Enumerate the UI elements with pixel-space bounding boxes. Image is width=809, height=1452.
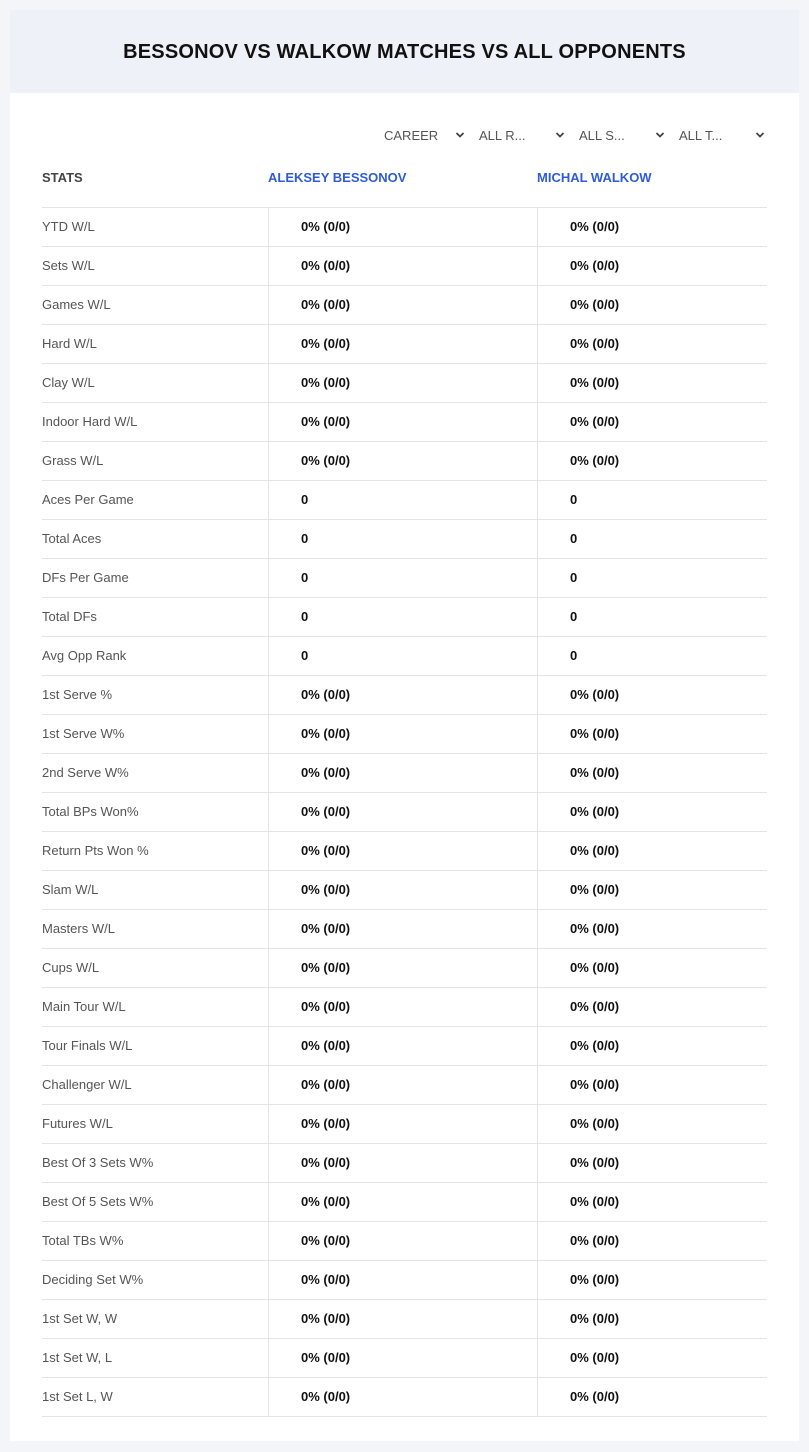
table-row: [42, 1066, 767, 1105]
player1-value: 0% (0/0): [268, 949, 537, 987]
table-row: [42, 715, 767, 754]
stat-label: Avg Opp Rank: [42, 648, 127, 663]
table-row: [42, 871, 767, 910]
stat-label: Indoor Hard W/L: [42, 414, 138, 429]
player2-value: 0% (0/0): [537, 793, 767, 831]
table-row: [42, 598, 767, 637]
table-row: [42, 442, 767, 481]
stat-label: Return Pts Won %: [42, 843, 149, 858]
player1-link[interactable]: ALEKSEY BESSONOV: [268, 170, 407, 185]
table-row: [42, 1300, 767, 1339]
player2-value: 0: [537, 637, 767, 675]
stats-table-body: [42, 208, 767, 1417]
table-row: [42, 208, 767, 247]
player1-value: 0: [268, 559, 537, 597]
stat-label: Games W/L: [42, 297, 111, 312]
table-row: [42, 481, 767, 520]
player1-value: 0: [268, 637, 537, 675]
stat-label: Grass W/L: [42, 453, 104, 468]
player1-value: 0% (0/0): [268, 988, 537, 1026]
chevron-down-icon: [755, 130, 765, 140]
stat-label: Deciding Set W%: [42, 1272, 144, 1287]
table-row: [42, 520, 767, 559]
stat-label: Cups W/L: [42, 960, 100, 975]
stat-label: Best Of 5 Sets W%: [42, 1194, 154, 1209]
table-row: [42, 364, 767, 403]
player1-value: 0% (0/0): [268, 1222, 537, 1260]
table-row: [42, 403, 767, 442]
stat-label: Total DFs: [42, 609, 97, 624]
player2-value: 0% (0/0): [537, 1261, 767, 1299]
player2-link[interactable]: MICHAL WALKOW: [537, 170, 652, 185]
stat-label: Challenger W/L: [42, 1077, 132, 1092]
stats-card: [10, 10, 799, 1441]
player1-value: 0% (0/0): [268, 910, 537, 948]
stat-label: Best Of 3 Sets W%: [42, 1155, 154, 1170]
stat-label: Main Tour W/L: [42, 999, 126, 1014]
player2-value: 0% (0/0): [537, 1144, 767, 1182]
table-row: [42, 1261, 767, 1300]
player1-value: 0% (0/0): [268, 871, 537, 909]
table-row: [42, 286, 767, 325]
player1-value: 0% (0/0): [268, 715, 537, 753]
table-row: [42, 559, 767, 598]
stat-label: 1st Serve W%: [42, 726, 125, 741]
player2-value: 0: [537, 598, 767, 636]
player2-value: 0% (0/0): [537, 1105, 767, 1143]
table-header: [42, 162, 767, 208]
player2-value: 0% (0/0): [537, 325, 767, 363]
player1-value: 0% (0/0): [268, 442, 537, 480]
chevron-down-icon: [655, 130, 665, 140]
player2-value: 0: [537, 520, 767, 558]
table-row: [42, 1027, 767, 1066]
filter-surface-select[interactable]: [579, 122, 665, 148]
player1-value: 0% (0/0): [268, 247, 537, 285]
player2-value: 0% (0/0): [537, 1378, 767, 1416]
player1-value: 0% (0/0): [268, 1339, 537, 1377]
player2-value: 0% (0/0): [537, 1027, 767, 1065]
table-row: [42, 325, 767, 364]
table-row: [42, 1339, 767, 1378]
table-row: [42, 832, 767, 871]
stat-label: Total Aces: [42, 531, 102, 546]
stat-label: Futures W/L: [42, 1116, 113, 1131]
table-row: [42, 1183, 767, 1222]
player2-value: 0% (0/0): [537, 286, 767, 324]
stat-label: 1st Set L, W: [42, 1389, 113, 1404]
player2-value: 0% (0/0): [537, 949, 767, 987]
stat-label: Total BPs Won%: [42, 804, 139, 819]
player2-value: 0% (0/0): [537, 1222, 767, 1260]
table-row: [42, 247, 767, 286]
player2-value: 0% (0/0): [537, 247, 767, 285]
filter-bar: [10, 122, 799, 148]
player1-value: 0% (0/0): [268, 1027, 537, 1065]
player2-value: 0% (0/0): [537, 910, 767, 948]
player1-value: 0% (0/0): [268, 1261, 537, 1299]
stat-label: Total TBs W%: [42, 1233, 124, 1248]
table-row: [42, 1105, 767, 1144]
table-row: [42, 988, 767, 1027]
table-row: [42, 1222, 767, 1261]
player1-value: 0% (0/0): [268, 286, 537, 324]
card-header: [10, 10, 799, 93]
table-row: [42, 949, 767, 988]
player2-value: 0: [537, 481, 767, 519]
player2-value: 0% (0/0): [537, 1339, 767, 1377]
stat-label: Slam W/L: [42, 882, 99, 897]
stat-label: YTD W/L: [42, 219, 95, 234]
player2-value: 0% (0/0): [537, 1300, 767, 1338]
filter-label: ALL S...: [579, 127, 625, 143]
player2-value: 0% (0/0): [537, 988, 767, 1026]
player1-value: 0% (0/0): [268, 364, 537, 402]
table-row: [42, 1378, 767, 1417]
stat-label: Tour Finals W/L: [42, 1038, 133, 1053]
player1-value: 0% (0/0): [268, 676, 537, 714]
player1-value: 0% (0/0): [268, 1144, 537, 1182]
player1-value: 0% (0/0): [268, 1378, 537, 1416]
chevron-down-icon: [555, 130, 565, 140]
stat-label: Aces Per Game: [42, 492, 134, 507]
player1-value: 0: [268, 520, 537, 558]
player1-value: 0% (0/0): [268, 208, 537, 246]
table-row: [42, 793, 767, 832]
player1-value: 0% (0/0): [268, 793, 537, 831]
filter-label: ALL T...: [679, 127, 723, 143]
player2-value: 0% (0/0): [537, 403, 767, 441]
stat-label: Hard W/L: [42, 336, 97, 351]
table-row: [42, 754, 767, 793]
player2-value: 0% (0/0): [537, 1183, 767, 1221]
column-header-stats: STATS: [42, 170, 83, 185]
table-row: [42, 1144, 767, 1183]
stat-label: 1st Set W, L: [42, 1350, 113, 1365]
table-row: [42, 637, 767, 676]
player1-value: 0% (0/0): [268, 754, 537, 792]
filter-round-select[interactable]: [479, 122, 565, 148]
player1-value: 0% (0/0): [268, 325, 537, 363]
player2-value: 0% (0/0): [537, 715, 767, 753]
filter-period-select[interactable]: [384, 122, 465, 148]
stat-label: 1st Serve %: [42, 687, 113, 702]
player2-value: 0% (0/0): [537, 1066, 767, 1104]
player1-value: 0: [268, 481, 537, 519]
player2-value: 0% (0/0): [537, 676, 767, 714]
player2-value: 0% (0/0): [537, 871, 767, 909]
stat-label: Clay W/L: [42, 375, 95, 390]
player1-value: 0% (0/0): [268, 832, 537, 870]
stat-label: Sets W/L: [42, 258, 95, 273]
stat-label: 1st Set W, W: [42, 1311, 118, 1326]
player2-value: 0% (0/0): [537, 364, 767, 402]
player2-value: 0% (0/0): [537, 208, 767, 246]
stat-label: Masters W/L: [42, 921, 115, 936]
player2-value: 0% (0/0): [537, 754, 767, 792]
player1-value: 0% (0/0): [268, 403, 537, 441]
player2-value: 0% (0/0): [537, 442, 767, 480]
stat-label: DFs Per Game: [42, 570, 129, 585]
chevron-down-icon: [455, 130, 465, 140]
player1-value: 0: [268, 598, 537, 636]
filter-tournament-select[interactable]: [679, 122, 765, 148]
stat-label: 2nd Serve W%: [42, 765, 129, 780]
player1-value: 0% (0/0): [268, 1066, 537, 1104]
filter-label: CAREER: [384, 127, 439, 143]
player2-value: 0% (0/0): [537, 832, 767, 870]
table-row: [42, 676, 767, 715]
table-row: [42, 910, 767, 949]
page-title: BESSONOV VS WALKOW MATCHES VS ALL OPPONENTS: [123, 41, 686, 63]
player2-value: 0: [537, 559, 767, 597]
filter-label: ALL R...: [479, 127, 526, 143]
player1-value: 0% (0/0): [268, 1183, 537, 1221]
player1-value: 0% (0/0): [268, 1300, 537, 1338]
player1-value: 0% (0/0): [268, 1105, 537, 1143]
